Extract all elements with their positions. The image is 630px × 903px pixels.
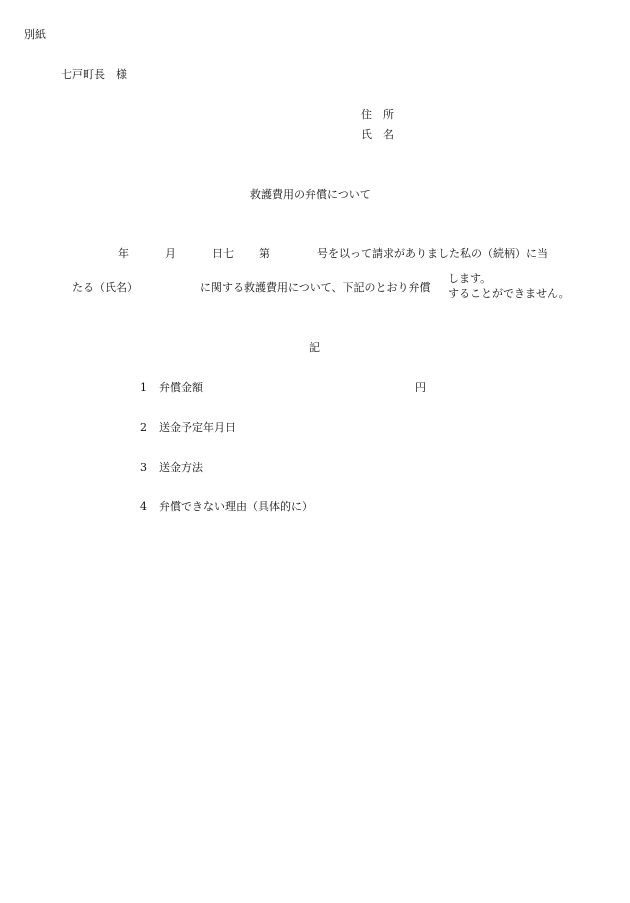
- item-number: 4: [140, 500, 147, 513]
- month-label: 月: [165, 247, 176, 260]
- item-number: 3: [140, 461, 147, 474]
- dai-label: 第: [259, 247, 270, 260]
- item-label-reason: 弁償できない理由（具体的に）: [159, 500, 313, 513]
- body-line2-prefix: たる（氏名）: [72, 281, 138, 294]
- option-can: します。: [448, 272, 492, 285]
- item-label-amount: 弁償金額: [159, 381, 203, 394]
- year-label: 年: [118, 247, 129, 260]
- name-label: 氏 名: [361, 128, 394, 141]
- ki-heading: 記: [309, 341, 320, 354]
- item-label-method: 送金方法: [159, 461, 203, 474]
- item-number: 1: [140, 381, 147, 394]
- item-unit-yen: 円: [415, 381, 426, 394]
- address-label: 住 所: [361, 108, 394, 121]
- option-cannot: することができません。: [448, 287, 570, 300]
- day-nanato-label: 日七: [212, 247, 234, 260]
- item-label-date: 送金予定年月日: [159, 421, 236, 434]
- body-line1-rest: 号を以って請求がありました私の（続柄）に当: [317, 247, 548, 260]
- item-number: 2: [140, 421, 147, 434]
- addressee: 七戸町長 様: [61, 68, 127, 81]
- body-line2-mid: に関する救護費用について、下記のとおり弁償: [200, 281, 431, 294]
- attachment-label: 別紙: [24, 28, 46, 41]
- document-title: 救護費用の弁償について: [250, 188, 371, 201]
